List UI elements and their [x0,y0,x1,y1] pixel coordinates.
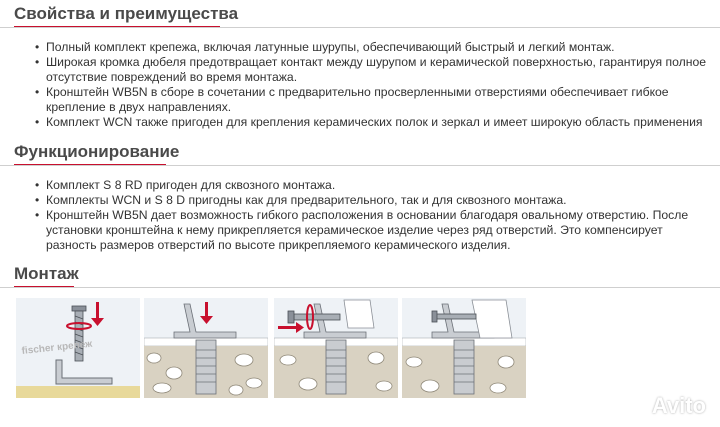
section-functioning [14,142,710,166]
mounting-step-1-image [16,298,140,398]
section-properties [14,4,710,28]
mounting-step-4-image [402,298,526,398]
list-item: • Комплект S 8 RD пригоден для сквозного монтажа. [14,178,710,193]
divider [0,165,720,166]
list-item: • Кронштейн WB5N в сборе в сочетании с предварительно просверленными отверстиями обеспечивает гибкое крепление в двух направлениях. [14,85,710,115]
stamp-text: fischer крепеж [21,338,93,357]
mounting-illustrations [16,298,528,398]
avito-watermark [622,393,706,419]
properties-list [14,40,710,130]
list-item: • Полный комплект крепежа, включая латунные шурупы, обеспечивающий быстрый и легкий монтаж. [14,40,710,55]
avito-logo-text: Avito [651,393,706,418]
avito-logo-icon [622,395,648,417]
divider [0,287,720,288]
list-item: • Комплект WCN также пригоден для крепления керамических полок и зеркал и имеет широкую область применения [14,115,710,130]
mounting-step-3-image [274,298,398,398]
section-title-functioning: Функционирование [14,142,180,161]
list-item: • Широкая кромка дюбеля предотвращает контакт между шурупом и керамической поверхностью, гарантируя полное отсутствие повреждений во время монтажа. [14,55,710,85]
section-title-properties: Свойства и преимущества [14,4,239,23]
section-mounting [14,264,710,288]
list-item: • Кронштейн WB5N дает возможность гибкого расположения в основании благодаря овальному отверстию. После установки кронштейна к нему прикрепляется керамическое изделие через ряд отверстий. Это компенсирует разность размеров отверстий по высоте прикрепляемого керамического изделия. [14,208,710,253]
mounting-step-2-image [144,298,268,398]
list-item: • Комплекты WCN и S 8 D пригодны как для предварительного, так и для сквозного монтажа. [14,193,710,208]
section-title-mounting: Монтаж [14,264,79,283]
functioning-list [14,178,710,253]
divider [0,27,720,28]
